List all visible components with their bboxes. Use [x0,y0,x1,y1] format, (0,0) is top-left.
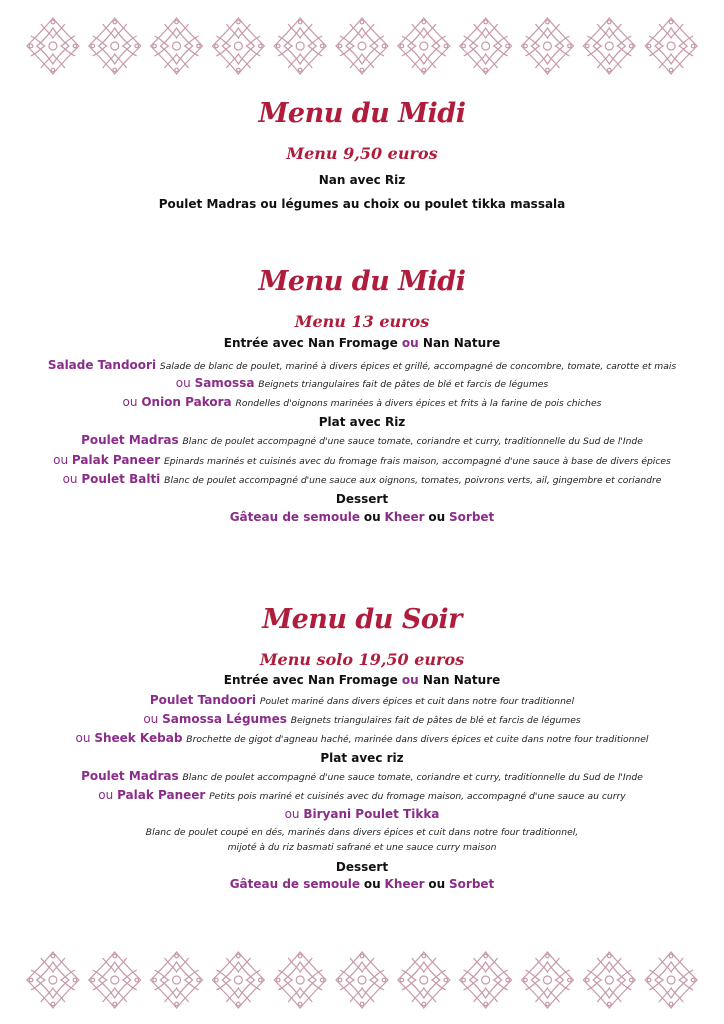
damask-ornament-icon [27,952,79,1008]
damask-ornament-icon [583,18,635,74]
damask-ornament-icon [89,18,141,74]
damask-ornament-icon [27,18,79,74]
menu3-title: Menu du Soir [262,604,462,635]
menu-item: ou Biryani Poulet Tikka [284,807,440,821]
dish-name: Sheek Kebab [94,731,183,745]
dish-description: Blanc de poulet accompagné d'une sauce tomate, coriandre et curry, traditionnelle du Sud de l'Inde [182,772,643,783]
damask-ornament-icon [212,18,264,74]
dish-description: Blanc de poulet coupé en dés, marinés dans divers épices et cuit dans notre four traditionnel, [145,827,579,838]
dish-description: Brochette de gigot d'agneau haché, marinée dans divers épices et cuite dans notre four traditionnel [186,734,649,745]
dish-description: mijoté à du riz basmati safrané et une sauce curry maison [227,842,497,853]
dish-name: Poulet Madras [81,433,179,447]
menu3-price: Menu solo 19,50 euros [259,650,465,669]
menu3-desserts: Gâteau de semoule ou Kheer ou Sorbet [229,877,495,891]
dish-description: Poulet mariné dans divers épices et cuit dans notre four traditionnel [259,696,575,707]
damask-ornament-icon [151,18,203,74]
damask-ornament-icon [583,952,635,1008]
menu-item [0,768,724,786]
damask-ornament-icon [336,952,388,1008]
damask-ornament-icon [398,952,450,1008]
menu-item: ou Onion Pakora Rondelles d'oignons marinées à divers épices et frits à la farine de pois chiches [122,395,602,409]
dish-name: Poulet Tandoori [149,693,256,707]
damask-ornament-icon [336,18,388,74]
damask-ornament-icon [645,952,697,1008]
dish-name: Onion Pakora [141,395,232,409]
damask-ornament-icon [151,952,203,1008]
dish-name: Poulet Madras [81,769,179,783]
dish-description: Beignets triangulaires fait de pâtes de blé et farcis de légumes [258,379,549,390]
damask-ornament-icon [521,952,573,1008]
damask-ornament-icon [89,952,141,1008]
menu-item [0,692,724,710]
damask-ornament-icon [274,952,326,1008]
dish-description: Epinards marinés et cuisinés avec du fromage frais maison, accompagné d'une sauce à base de divers épices [163,456,671,467]
menu2-title: Menu du Midi [258,266,466,297]
dish-description: Beignets triangulaires fait de pâtes de blé et farcis de légumes [290,715,581,726]
damask-ornament-icon [212,952,264,1008]
dish-description: Blanc de poulet accompagné d'une sauce tomate, coriandre et curry, traditionnelle du Sud de l'Inde [182,436,643,447]
menu1-price: Menu 9,50 euros [286,144,438,163]
dish-description: Salade de blanc de poulet, mariné à divers épices et grillé, accompagné de concombre, tomate, carotte et mais [159,361,677,372]
damask-ornament-icon [274,18,326,74]
dish-name: Salade Tandoori [47,358,157,372]
dish-description: Petits pois mariné et cuisinés avec du fromage maison, accompagné d'une sauce au curry [209,791,626,802]
dish-name: Samossa [194,376,255,390]
damask-ornament-icon [460,952,512,1008]
menu1-title: Menu du Midi [258,98,466,129]
menu-item: ou Sheek Kebab Brochette de gigot d'agneau haché, marinée dans divers épices et cuite dans notre four traditionnel [75,731,649,745]
bottom-ornament-border [22,948,702,1012]
damask-ornament-icon [645,18,697,74]
menu-item: ou Palak Paneer Epinards marinés et cuisinés avec du fromage frais maison, accompagné d'une sauce à base de divers épices [53,453,671,467]
menu-item: ou Samossa Légumes Beignets triangulaires fait de pâtes de blé et farcis de légumes [143,712,581,726]
damask-ornament-icon [460,18,512,74]
menu3-dessert-heading: Dessert [335,860,389,874]
dish-name: Palak Paneer [117,788,206,802]
menu1-line2: Poulet Madras ou légumes au choix ou poulet tikka massala [158,197,566,211]
menu2-dessert-heading: Dessert [335,492,389,506]
menu1-line1: Nan avec Riz [318,173,406,187]
menu-item: ou Samossa Beignets triangulaires fait de pâtes de blé et farcis de légumes [175,376,549,390]
damask-ornament-icon [398,18,450,74]
menu2-entree-heading: Entrée avec Nan Fromage ou Nan Nature [223,336,501,350]
menu3-entree-heading: Entrée avec Nan Fromage ou Nan Nature [223,673,501,687]
top-ornament-border [22,14,702,78]
menu-item [0,357,724,375]
menu2-price: Menu 13 euros [294,312,430,331]
menu-item: ou Poulet Balti Blanc de poulet accompagné d'une sauce aux oignons, tomates, poivrons verts, ail, gingembre et coriandre [62,472,662,486]
dish-name: Poulet Balti [81,472,161,486]
menu-item: ou Palak Paneer Petits pois mariné et cuisinés avec du fromage maison, accompagné d'une sauce au curry [98,788,626,802]
menu2-desserts: Gâteau de semoule ou Kheer ou Sorbet [229,510,495,524]
menu-item [0,432,724,450]
menu2-plat-heading: Plat avec Riz [318,415,406,429]
dish-description: Rondelles d'oignons marinées à divers épices et frits à la farine de pois chiches [235,398,602,409]
damask-ornament-icon [521,18,573,74]
dish-description: Blanc de poulet accompagné d'une sauce aux oignons, tomates, poivrons verts, ail, gingembre et coriandre [164,475,662,486]
dish-name: Palak Paneer [71,453,161,467]
dish-name: Samossa Légumes [162,712,287,726]
menu3-plat-heading: Plat avec riz [320,751,404,765]
dish-name: Biryani Poulet Tikka [303,807,440,821]
